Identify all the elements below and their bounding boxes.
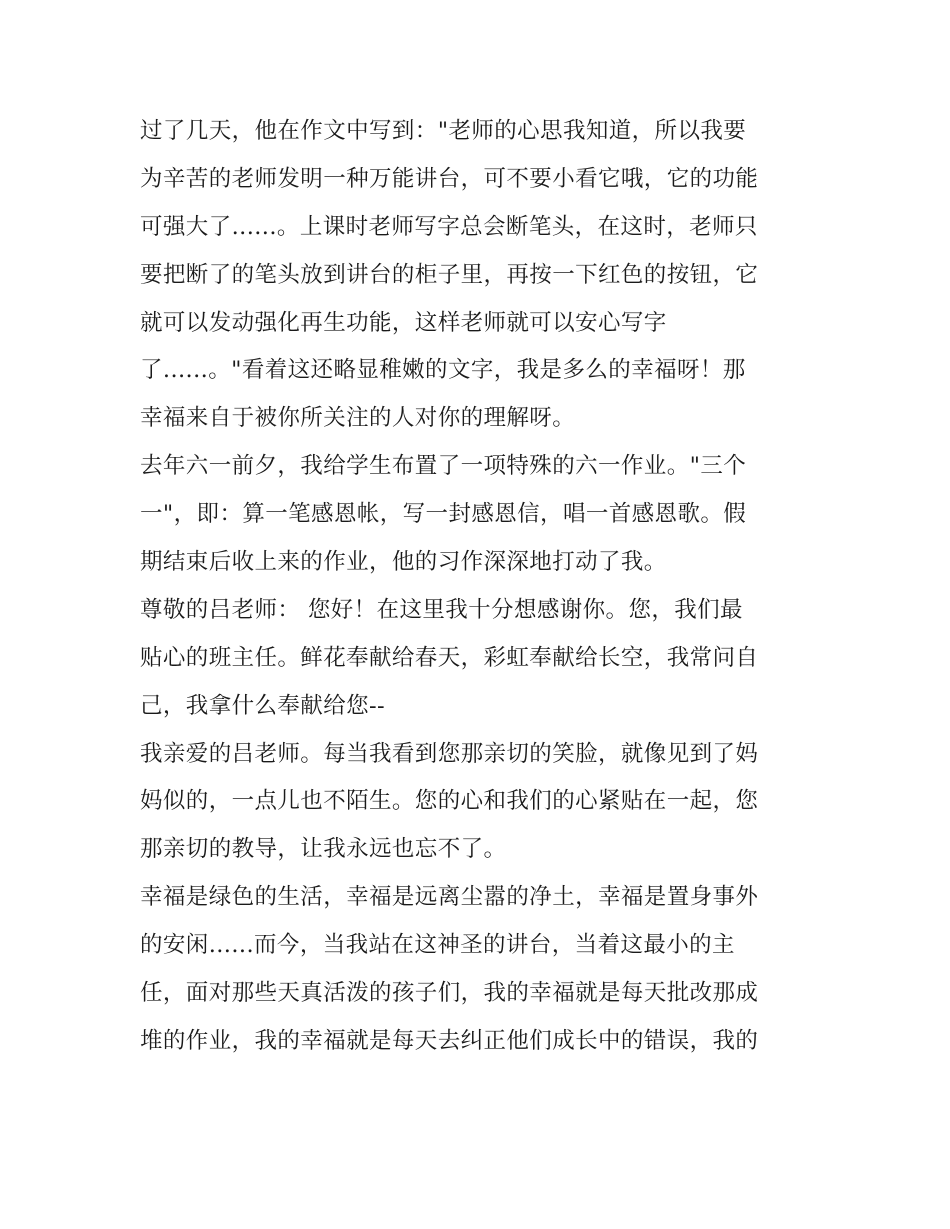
text-line: 就可以发动强化再生功能，这样老师就可以安心写字 — [140, 309, 667, 336]
document-body — [140, 108, 820, 1066]
text-line: 贴心的班主任。鲜花奉献给春天，彩虹奉献给长空，我常问自 — [140, 644, 759, 671]
text-line: 为辛苦的老师发明一种万能讲台，可不要小看它哦，它的功能 — [140, 165, 759, 192]
text-line: 任，面对那些天真活泼的孩子们，我的幸福就是每天批改那成 — [140, 980, 759, 1007]
text-line: 可强大了......。上课时老师写字总会断笔头，在这时，老师只 — [140, 213, 758, 240]
text-line: 幸福是绿色的生活，幸福是远离尘嚣的净土，幸福是置身事外 — [140, 884, 759, 911]
text-line: 过了几天，他在作文中写到："老师的心思我知道，所以我要 — [140, 118, 747, 144]
text-line: 一"，即：算一笔感恩帐，写一封感恩信，唱一首感恩歌。假 — [140, 501, 747, 528]
text-line: 去年六一前夕，我给学生布置了一项特殊的六一作业。"三个 — [140, 453, 747, 480]
text-line: 己，我拿什么奉献给您-- — [140, 692, 386, 719]
text-line: 我亲爱的吕老师。每当我看到您那亲切的笑脸，就像见到了妈 — [140, 740, 759, 767]
text-line: 幸福来自于被你所关注的人对你的理解呀。 — [140, 405, 576, 432]
text-line: 妈似的，一点儿也不陌生。您的心和我们的心紧贴在一起，您 — [140, 788, 759, 815]
text-line: 了......。"看着这还略显稚嫩的文字，我是多么的幸福呀！那 — [140, 357, 746, 384]
text-line: 要把断了的笔头放到讲台的柜子里，再按一下红色的按钮，它 — [140, 261, 759, 288]
text-line: 堆的作业，我的幸福就是每天去纠正他们成长中的错误，我的 — [140, 1027, 759, 1054]
text-line: 那亲切的教导，让我永远也忘不了。 — [140, 836, 507, 863]
text-line: 期结束后收上来的作业，他的习作深深地打动了我。 — [140, 549, 667, 576]
text-line: 尊敬的吕老师： 您好！在这里我十分想感谢你。您，我们最 — [140, 596, 743, 623]
text-line: 的安闲......而今，当我站在这神圣的讲台，当着这最小的主 — [140, 932, 735, 959]
